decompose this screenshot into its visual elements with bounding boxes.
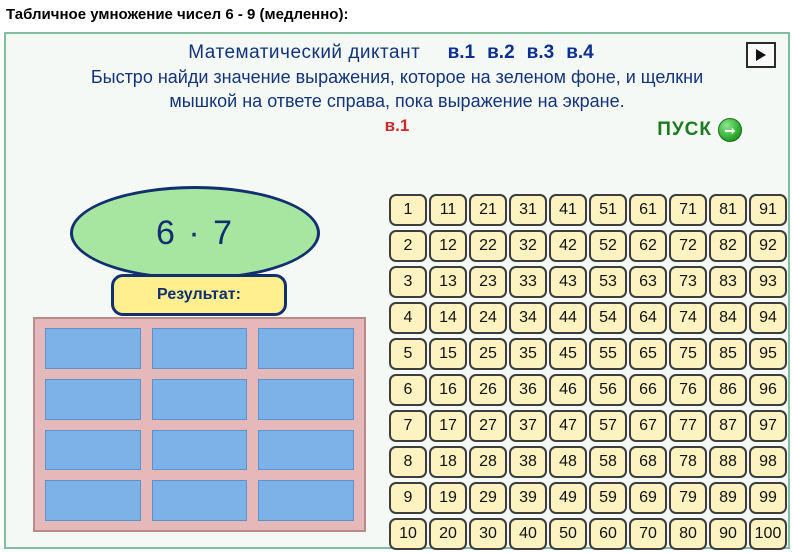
number-button[interactable]: 65 [629, 338, 667, 370]
number-button[interactable]: 61 [629, 194, 667, 226]
number-button[interactable]: 93 [749, 266, 787, 298]
number-button[interactable]: 38 [509, 446, 547, 478]
number-button[interactable]: 81 [709, 194, 747, 226]
number-button[interactable]: 94 [749, 302, 787, 334]
variant-link-1[interactable]: в.1 [447, 42, 476, 63]
number-button[interactable]: 32 [509, 230, 547, 262]
variant-link-3[interactable]: в.3 [526, 42, 555, 63]
answer-slot[interactable] [45, 328, 141, 369]
page-title: Табличное умножение чисел 6 - 9 (медленно): [6, 6, 349, 23]
answer-slot[interactable] [45, 379, 141, 420]
number-button[interactable]: 22 [469, 230, 507, 262]
number-button[interactable]: 34 [509, 302, 547, 334]
number-button[interactable]: 73 [669, 266, 707, 298]
number-button[interactable]: 56 [589, 374, 627, 406]
exercise-panel-inner [6, 34, 788, 547]
number-button[interactable]: 30 [469, 518, 507, 550]
number-button[interactable]: 98 [749, 446, 787, 478]
number-button[interactable]: 55 [589, 338, 627, 370]
number-button[interactable]: 14 [429, 302, 467, 334]
number-button[interactable]: 92 [749, 230, 787, 262]
number-button[interactable]: 71 [669, 194, 707, 226]
number-button[interactable]: 87 [709, 410, 747, 442]
number-button[interactable]: 40 [509, 518, 547, 550]
number-button[interactable]: 80 [669, 518, 707, 550]
number-button[interactable]: 53 [589, 266, 627, 298]
number-button[interactable]: 90 [709, 518, 747, 550]
number-button[interactable]: 69 [629, 482, 667, 514]
number-button[interactable]: 85 [709, 338, 747, 370]
number-button[interactable]: 25 [469, 338, 507, 370]
answer-slot[interactable] [152, 430, 248, 471]
number-button[interactable]: 29 [469, 482, 507, 514]
number-button[interactable]: 39 [509, 482, 547, 514]
header-line-3: мышкой на ответе справа, пока выражение на экране. [169, 91, 625, 111]
number-button[interactable]: 36 [509, 374, 547, 406]
number-button[interactable]: 89 [709, 482, 747, 514]
number-button[interactable]: 2 [389, 230, 427, 262]
number-button[interactable]: 58 [589, 446, 627, 478]
answer-slots-grid [33, 317, 366, 532]
number-button[interactable]: 33 [509, 266, 547, 298]
number-button[interactable]: 47 [549, 410, 587, 442]
number-button[interactable]: 88 [709, 446, 747, 478]
number-button[interactable]: 48 [549, 446, 587, 478]
variant-links [448, 42, 606, 64]
number-button[interactable]: 19 [429, 482, 467, 514]
number-button[interactable]: 96 [749, 374, 787, 406]
number-button[interactable]: 63 [629, 266, 667, 298]
number-button[interactable]: 68 [629, 446, 667, 478]
number-button[interactable]: 66 [629, 374, 667, 406]
variant-link-2[interactable]: в.2 [487, 42, 515, 63]
number-button[interactable]: 23 [469, 266, 507, 298]
number-button[interactable]: 6 [389, 374, 427, 406]
number-button[interactable]: 24 [469, 302, 507, 334]
number-button[interactable]: 12 [429, 230, 467, 262]
number-button[interactable]: 5 [389, 338, 427, 370]
answer-slot[interactable] [258, 480, 354, 521]
number-button[interactable]: 72 [669, 230, 707, 262]
answer-slot[interactable] [258, 328, 354, 369]
number-button[interactable]: 100 [749, 518, 787, 550]
result-label: Результат: [157, 286, 241, 303]
number-button[interactable]: 99 [749, 482, 787, 514]
arrow-right-circle-icon [718, 118, 742, 142]
number-button[interactable]: 42 [549, 230, 587, 262]
number-button[interactable]: 97 [749, 410, 787, 442]
expression-text: 6 · 7 [155, 213, 235, 252]
number-button[interactable]: 26 [469, 374, 507, 406]
number-button[interactable]: 84 [709, 302, 747, 334]
answer-slot[interactable] [152, 480, 248, 521]
number-button[interactable]: 17 [429, 410, 467, 442]
number-button[interactable]: 35 [509, 338, 547, 370]
number-button[interactable]: 7 [389, 410, 427, 442]
header-line-1 [6, 42, 788, 64]
number-button[interactable]: 59 [589, 482, 627, 514]
answer-slot[interactable] [258, 430, 354, 471]
number-button[interactable]: 28 [469, 446, 507, 478]
current-variant-label: в.1 [384, 116, 410, 135]
number-button[interactable]: 91 [749, 194, 787, 226]
number-button[interactable]: 41 [549, 194, 587, 226]
number-button[interactable]: 64 [629, 302, 667, 334]
number-button[interactable]: 76 [669, 374, 707, 406]
number-button[interactable]: 62 [629, 230, 667, 262]
number-button[interactable]: 67 [629, 410, 667, 442]
number-button[interactable]: 10 [389, 518, 427, 550]
number-button[interactable]: 44 [549, 302, 587, 334]
answer-slot[interactable] [45, 430, 141, 471]
answer-slot[interactable] [152, 379, 248, 420]
number-button[interactable]: 3 [389, 266, 427, 298]
number-button[interactable]: 15 [429, 338, 467, 370]
number-button[interactable]: 51 [589, 194, 627, 226]
number-button[interactable]: 82 [709, 230, 747, 262]
number-button[interactable]: 18 [429, 446, 467, 478]
number-button[interactable]: 45 [549, 338, 587, 370]
number-button[interactable]: 11 [429, 194, 467, 226]
number-button[interactable]: 13 [429, 266, 467, 298]
expression-display [70, 186, 320, 280]
answer-slot[interactable] [258, 379, 354, 420]
number-button[interactable]: 95 [749, 338, 787, 370]
number-button[interactable]: 27 [469, 410, 507, 442]
number-button[interactable]: 54 [589, 302, 627, 334]
start-button[interactable] [657, 118, 742, 142]
result-box [111, 274, 287, 316]
arrow-glyph: ➞ [724, 122, 736, 138]
answer-slot[interactable] [45, 480, 141, 521]
number-button[interactable]: 9 [389, 482, 427, 514]
number-button[interactable]: 37 [509, 410, 547, 442]
number-button[interactable]: 79 [669, 482, 707, 514]
number-pad [389, 194, 787, 550]
number-button[interactable]: 16 [429, 374, 467, 406]
number-button[interactable]: 31 [509, 194, 547, 226]
number-button[interactable]: 50 [549, 518, 587, 550]
number-button[interactable]: 43 [549, 266, 587, 298]
number-button[interactable]: 20 [429, 518, 467, 550]
number-button[interactable]: 74 [669, 302, 707, 334]
number-button[interactable]: 52 [589, 230, 627, 262]
number-button[interactable]: 60 [589, 518, 627, 550]
number-button[interactable]: 75 [669, 338, 707, 370]
number-button[interactable]: 78 [669, 446, 707, 478]
variant-link-4[interactable]: в.4 [566, 42, 594, 63]
number-button[interactable]: 86 [709, 374, 747, 406]
number-button[interactable]: 21 [469, 194, 507, 226]
answer-slot[interactable] [152, 328, 248, 369]
number-button[interactable]: 1 [389, 194, 427, 226]
number-button[interactable]: 49 [549, 482, 587, 514]
dictation-title: Математический диктант [188, 42, 421, 63]
start-button-label: ПУСК [657, 119, 712, 140]
number-button[interactable]: 83 [709, 266, 747, 298]
header-line-2: Быстро найди значение выражения, которое на зеленом фоне, и щелкни [90, 67, 704, 87]
number-button[interactable]: 57 [589, 410, 627, 442]
number-button[interactable]: 8 [389, 446, 427, 478]
exercise-panel [4, 32, 790, 549]
number-button[interactable]: 77 [669, 410, 707, 442]
number-button[interactable]: 70 [629, 518, 667, 550]
number-button[interactable]: 4 [389, 302, 427, 334]
number-button[interactable]: 46 [549, 374, 587, 406]
